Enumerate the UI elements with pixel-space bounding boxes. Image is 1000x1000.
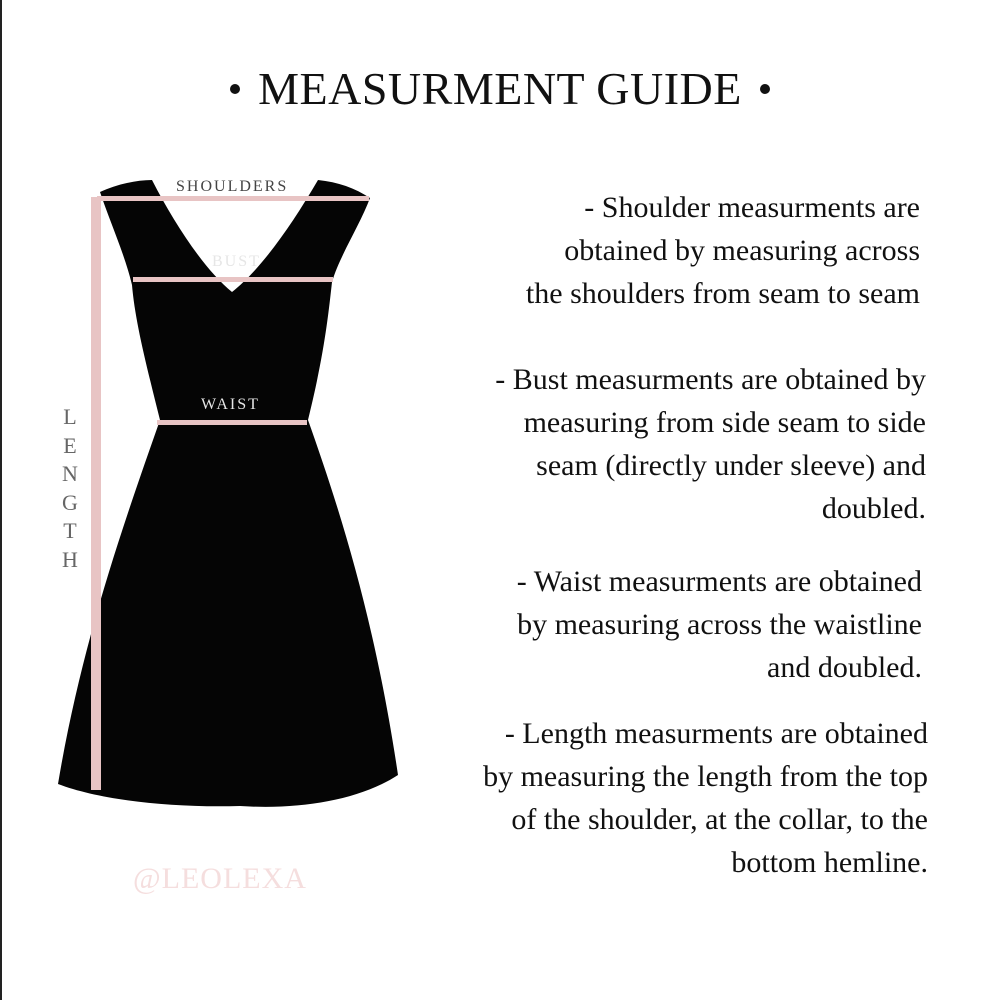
length-letter: N: [62, 461, 78, 486]
description-line: - Length measurments are obtained: [504, 717, 928, 750]
bust-line: [133, 277, 333, 282]
description-line: of the shoulder, at the collar, to the: [511, 803, 928, 836]
length-label: [58, 403, 82, 574]
length-letter: G: [62, 489, 78, 515]
length-letter: E: [63, 432, 77, 458]
length-letter: L: [63, 404, 77, 429]
dress-silhouette: [58, 180, 398, 807]
shoulder-line: [97, 196, 369, 201]
waist-label: WAIST: [201, 396, 260, 413]
description-line: by measuring across the waistline: [517, 608, 922, 641]
bust-label: BUST: [212, 253, 261, 270]
shoulder-description: [526, 186, 920, 315]
title-text: MEASURMENT GUIDE: [258, 63, 742, 114]
description-line: measuring from side seam to side: [523, 406, 926, 439]
waist-description: [517, 560, 922, 689]
description-line: by measuring the length from the top: [483, 760, 928, 793]
description-line: obtained by measuring across: [564, 234, 920, 267]
description-line: - Waist measurments are obtained: [516, 565, 922, 598]
description-line: the shoulders from seam to seam: [525, 277, 920, 310]
length-line: [91, 197, 101, 790]
watermark: @LEOLEXA: [133, 862, 307, 895]
description-line: seam (directly under sleeve) and: [536, 449, 926, 482]
description-line: and doubled.: [767, 651, 922, 684]
description-line: - Bust measurments are obtained by: [495, 363, 926, 396]
bust-description: [495, 358, 926, 530]
description-line: doubled.: [821, 492, 926, 525]
waist-line: [157, 420, 307, 425]
length-letter: T: [63, 518, 77, 543]
description-line: - Shoulder measurments are: [584, 191, 920, 224]
length-letter: H: [62, 546, 78, 572]
length-description: [483, 712, 928, 884]
shoulders-label: SHOULDERS: [176, 178, 289, 195]
description-line: bottom hemline.: [731, 846, 928, 879]
